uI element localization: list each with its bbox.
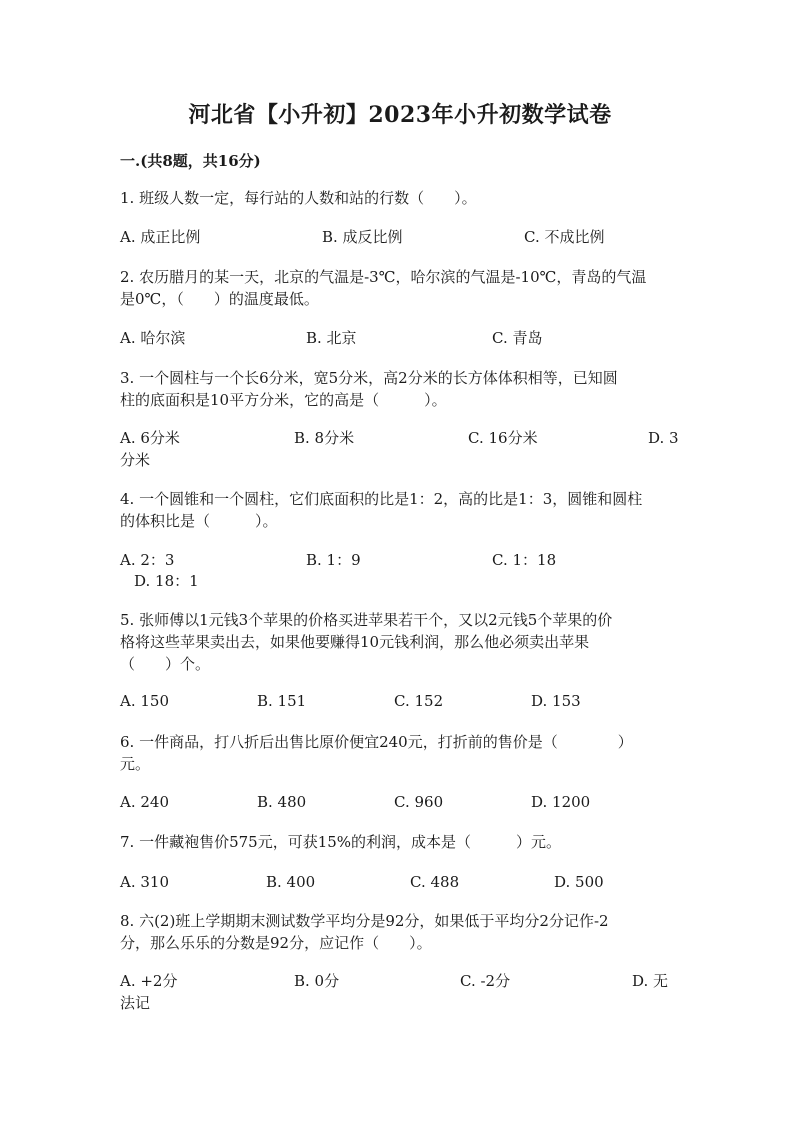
question-line: 5. 张师傅以1元钱3个苹果的价格买进苹果若干个，又以2元钱5个苹果的价 <box>120 611 613 629</box>
question-line: 柱的底面积是10平方分米，它的高是（ ）。 <box>120 391 447 409</box>
question-line: 3. 一个圆柱与一个长6分米，宽5分米，高2分米的长方体体积相等，已知圆 <box>120 369 618 387</box>
question-line: 格将这些苹果卖出去，如果他要赚得10元钱利润，那么他必须卖出苹果 <box>120 633 590 651</box>
question-2-stem <box>120 266 680 310</box>
question-8-option-d-continued: 法记 <box>120 994 151 1012</box>
question-1-option-a: A. 成正比例 <box>120 228 201 246</box>
question-8-option-d: D. 无 <box>632 972 669 990</box>
question-line: 2. 农历腊月的某一天，北京的气温是-3℃，哈尔滨的气温是-10℃，青岛的气温 <box>120 268 647 286</box>
question-2-option-b: B. 北京 <box>306 329 357 347</box>
section-heading: 一.(共8题，共16分) <box>120 152 261 170</box>
question-line: 6. 一件商品，打八折后出售比原价便宜240元，打折前的售价是（ ） <box>120 733 633 751</box>
question-4-stem <box>120 488 680 532</box>
question-line: 的体积比是（ ）。 <box>120 512 278 530</box>
question-7-stem <box>120 831 680 853</box>
question-1-option-b: B. 成反比例 <box>322 228 403 246</box>
question-7-option-d: D. 500 <box>554 873 604 891</box>
question-5-option-d: D. 153 <box>531 692 581 710</box>
question-line: 8. 六(2)班上学期期末测试数学平均分是92分，如果低于平均分2分记作-2 <box>120 912 609 930</box>
question-6-stem <box>120 731 680 775</box>
question-2-option-a: A. 哈尔滨 <box>120 329 186 347</box>
question-line: 4. 一个圆锥和一个圆柱，它们底面积的比是1：2，高的比是1：3，圆锥和圆柱 <box>120 490 643 508</box>
question-line: 元。 <box>120 755 151 773</box>
question-7-option-a: A. 310 <box>120 873 169 891</box>
question-5-stem <box>120 609 680 675</box>
question-8-option-b: B. 0分 <box>294 972 340 990</box>
question-3-option-c: C. 16分米 <box>468 429 538 447</box>
question-2-option-c: C. 青岛 <box>492 329 543 347</box>
question-6-option-a: A. 240 <box>120 793 169 811</box>
question-4-option-a: A. 2：3 <box>120 551 175 569</box>
question-5-option-a: A. 150 <box>120 692 169 710</box>
question-3-option-d: D. 3 <box>648 429 679 447</box>
question-6-option-b: B. 480 <box>257 793 307 811</box>
question-3-option-b: B. 8分米 <box>294 429 355 447</box>
exam-title: 河北省【小升初】2023年小升初数学试卷 <box>188 102 612 128</box>
question-4-option-b: B. 1：9 <box>306 551 361 569</box>
question-line: 1. 班级人数一定，每行站的人数和站的行数（ ）。 <box>120 189 477 207</box>
question-7-option-b: B. 400 <box>266 873 316 891</box>
question-8-option-c: C. -2分 <box>460 972 511 990</box>
question-line: 是0℃，（ ）的温度最低。 <box>120 290 319 308</box>
question-3-option-d-continued: 分米 <box>120 451 151 469</box>
question-6-option-c: C. 960 <box>394 793 444 811</box>
question-line: 分，那么乐乐的分数是92分，应记作（ ）。 <box>120 934 432 952</box>
question-3-stem <box>120 367 680 411</box>
question-3-option-a: A. 6分米 <box>120 429 180 447</box>
question-line: （ ）个。 <box>120 655 211 673</box>
question-4-option-d: D. 18：1 <box>134 572 199 590</box>
question-4-option-c: C. 1：18 <box>492 551 557 569</box>
question-1-option-c: C. 不成比例 <box>524 228 605 246</box>
question-5-option-c: C. 152 <box>394 692 444 710</box>
question-8-stem <box>120 910 680 954</box>
question-6-option-d: D. 1200 <box>531 793 591 811</box>
question-5-option-b: B. 151 <box>257 692 307 710</box>
question-1-stem <box>120 187 680 209</box>
question-7-option-c: C. 488 <box>410 873 460 891</box>
question-8-option-a: A. +2分 <box>120 972 178 990</box>
question-line: 7. 一件藏袍售价575元，可获15%的利润，成本是（ ）元。 <box>120 833 562 851</box>
